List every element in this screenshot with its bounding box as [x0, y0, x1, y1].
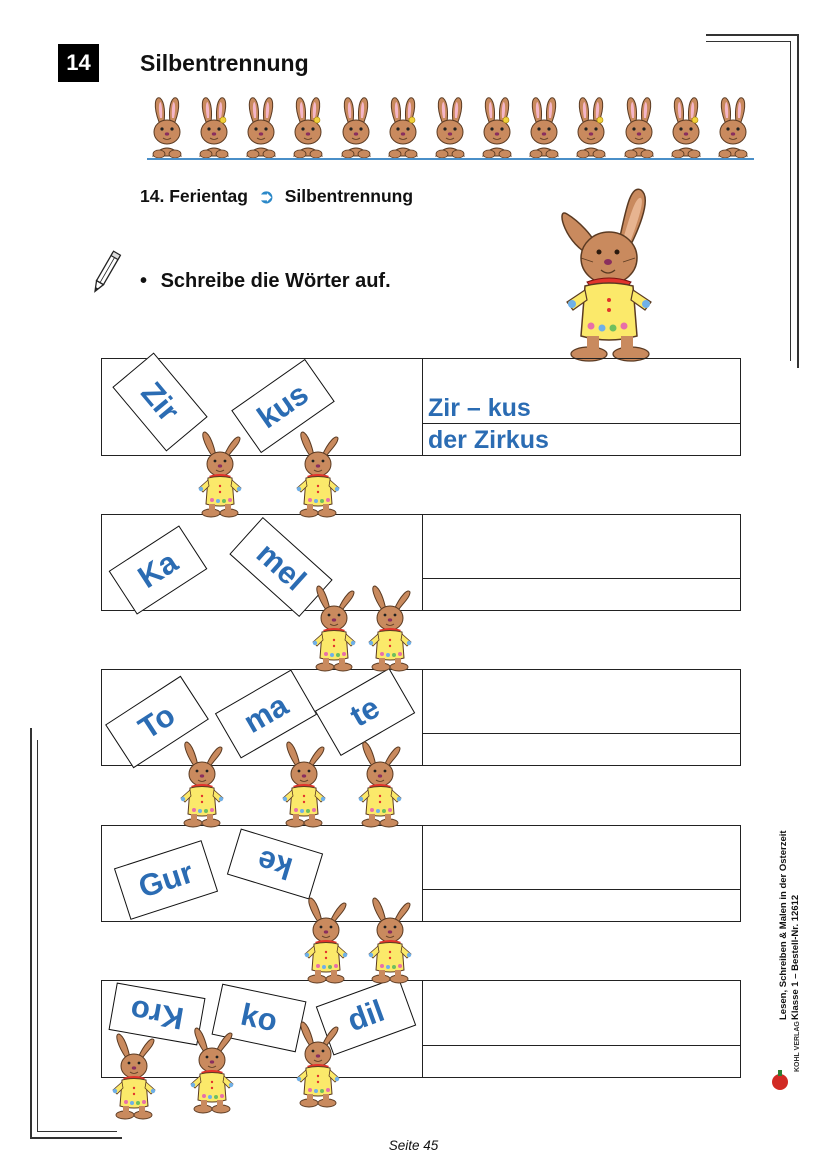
logo-icon: [768, 1070, 792, 1090]
writing-line: [422, 733, 740, 734]
bunny-icon: [192, 96, 236, 160]
bunny-icon: [364, 896, 416, 984]
answer-word: der Zirkus: [428, 426, 549, 454]
chapter-number: 14: [58, 44, 99, 82]
bunny-icon: [194, 430, 246, 518]
column-divider: [422, 359, 423, 455]
syllable-card: ko: [212, 984, 307, 1053]
frame-left-inner: [37, 740, 38, 1132]
frame-top-right-inner: [706, 41, 790, 42]
topic-label: Silbentrennung: [284, 186, 414, 206]
bullet: •: [140, 270, 148, 292]
bunny-icon: [364, 584, 416, 672]
bunny-icon: [186, 1026, 238, 1114]
bunny-icon: [475, 96, 519, 160]
syllable-card: te: [315, 668, 415, 756]
publisher-logo: [768, 1021, 808, 1090]
column-divider: [422, 981, 423, 1077]
bunny-icon: [569, 96, 613, 160]
bunny-border-line: [147, 158, 754, 160]
syllable-card: Gur: [114, 840, 218, 920]
bunny-icon: [334, 96, 378, 160]
column-divider: [422, 826, 423, 921]
syllable-card: Zir: [112, 352, 207, 451]
bunny-icon: [300, 896, 352, 984]
side-label-title: Lesen, Schreiben & Malen in der Osterzeit: [778, 830, 789, 1020]
bunny-icon: [108, 1032, 160, 1120]
bunny-icon: [711, 96, 755, 160]
bunny-icon: [428, 96, 472, 160]
syllable-card: ke: [227, 828, 323, 899]
bunny-icon: [239, 96, 283, 160]
frame-right: [797, 34, 799, 368]
writing-line: [422, 423, 740, 424]
bunny-icon: [522, 96, 566, 160]
syllable-card: dil: [316, 977, 416, 1056]
writing-line: [422, 1045, 740, 1046]
frame-top-right: [706, 34, 798, 36]
side-label-order: Klasse 1 – Bestell-Nr. 12612: [790, 894, 801, 1020]
pencil-icon: [88, 250, 122, 298]
large-bunny-illustration: [555, 186, 665, 366]
bunny-icon: [617, 96, 661, 160]
bunny-icon: [308, 584, 360, 672]
bunny-icon: [664, 96, 708, 160]
side-label: [778, 790, 808, 1020]
column-divider: [422, 670, 423, 765]
bunny-icon: [145, 96, 189, 160]
instruction-text: Schreibe die Wörter auf.: [160, 270, 391, 292]
syllable-card: ma: [215, 669, 317, 758]
bunny-icon: [354, 740, 406, 828]
bunny-icon: [292, 1020, 344, 1108]
column-divider: [422, 515, 423, 610]
syllable-card: kus: [231, 359, 335, 453]
publisher-name: KOHL VERLAG: [794, 1021, 801, 1072]
bunny-icon: [278, 740, 330, 828]
page-title: Silbentrennung: [140, 50, 309, 76]
bunny-icon: [176, 740, 228, 828]
bunny-icon: [381, 96, 425, 160]
bunny-icon: [286, 96, 330, 160]
page-number: Seite 45: [388, 1138, 439, 1153]
syllable-card: Kro: [109, 983, 206, 1046]
frame-left: [30, 728, 32, 1138]
arrow-icon: ➲: [257, 186, 275, 208]
bunny-icon: [292, 430, 344, 518]
frame-bottom-left-inner: [37, 1131, 117, 1132]
answer-syllables: Zir – kus: [428, 394, 531, 422]
instruction: [140, 270, 391, 293]
frame-right-inner: [790, 41, 791, 361]
syllable-card: Ka: [109, 525, 208, 614]
syllable-card: mel: [229, 517, 332, 617]
syllable-card: To: [105, 676, 209, 769]
bunny-border: [145, 96, 755, 160]
writing-line: [422, 889, 740, 890]
day-label: 14. Ferientag: [140, 186, 248, 206]
writing-line: [422, 578, 740, 579]
subtitle: [140, 184, 413, 209]
